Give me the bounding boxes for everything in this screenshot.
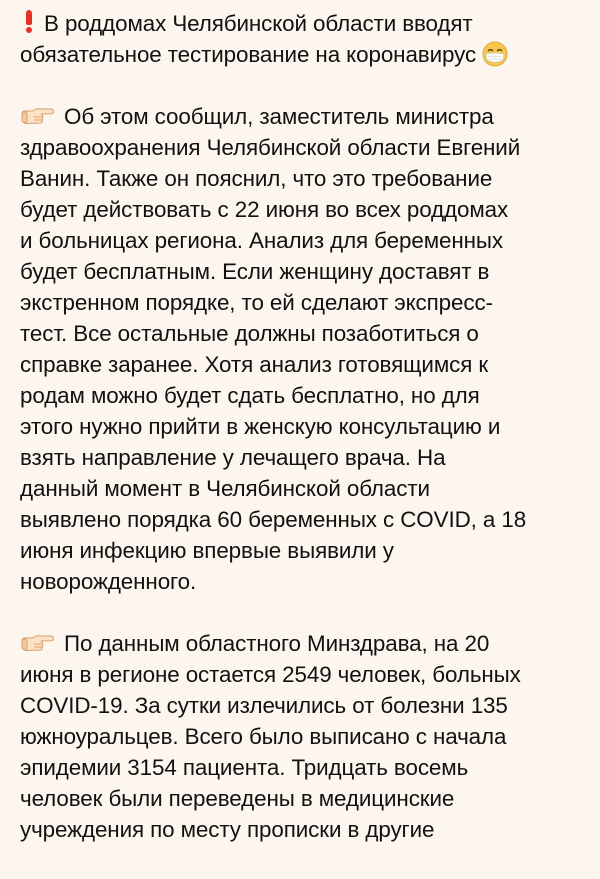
paragraph-1-line-13: данный момент в Челябинской области: [20, 476, 430, 501]
paragraph-1-line-12: взять направление у лечащего врача. На: [20, 445, 446, 470]
paragraph-1-text-1: Об этом сообщил, заместитель министра: [64, 104, 494, 129]
paragraph-1-line-4: будет действовать с 22 июня во всех роддомах: [20, 197, 509, 222]
paragraph-1: [20, 101, 582, 597]
paragraph-gap: [20, 70, 582, 101]
headline-text-1: В роддомах Челябинской области вводят: [44, 11, 473, 36]
paragraph-1-line-5: и больницах региона. Анализ для беременных: [20, 228, 503, 253]
paragraph-1-line-6: будет бесплатным. Если женщину доставят в: [20, 259, 490, 284]
paragraph-2-line-3: COVID-19. За сутки излечились от болезни 135: [20, 693, 508, 718]
paragraph-1-line-2: здравоохранения Челябинской области Евгений: [20, 135, 521, 160]
paragraph-2-line-4: южноуральцев. Всего было выписано с начала: [20, 724, 507, 749]
paragraph-2-line-6: человек были переведены в медицинские: [20, 786, 455, 811]
pointing-hand-icon: [20, 106, 54, 126]
headline-text-2: обязательное тестирование на коронавирус: [20, 42, 477, 67]
headline-line-1: [20, 8, 582, 39]
paragraph-2: [20, 628, 582, 845]
headline-line-2: [20, 39, 582, 70]
paragraph-1-line-8: тест. Все остальные должны позаботиться о: [20, 321, 479, 346]
paragraph-1-line-14: выявлено порядка 60 беременных с COVID, а 18: [20, 507, 527, 532]
paragraph-1-line-1: [20, 101, 582, 132]
paragraph-gap: [20, 597, 582, 628]
paragraph-1-line-7: экстренном порядке, то ей сделают экспресс-: [20, 290, 493, 315]
paragraph-1-line-16: новорожденного.: [20, 569, 197, 594]
paragraph-2-line-2: июня в регионе остается 2549 человек, больных: [20, 662, 521, 687]
paragraph-1-line-9: справке заранее. Хотя анализ готовящимся к: [20, 352, 489, 377]
paragraph-2-text-1: По данным областного Минздрава, на 20: [64, 631, 490, 656]
paragraph-1-line-11: этого нужно прийти в женскую консультацию и: [20, 414, 501, 439]
paragraph-1-line-10: родам можно будет сдать бесплатно, но для: [20, 383, 480, 408]
paragraph-2-line-1: [20, 628, 582, 659]
paragraph-2-line-5: эпидемии 3154 пациента. Тридцать восемь: [20, 755, 469, 780]
pointing-hand-icon: [20, 633, 54, 653]
headline: [20, 8, 582, 70]
paragraph-2-line-7: учреждения по месту прописки в другие: [20, 817, 435, 842]
paragraph-1-line-15: июня инфекцию впервые выявили у: [20, 538, 394, 563]
paragraph-1-line-3: Ванин. Также он пояснил, что это требование: [20, 166, 493, 191]
red-exclamation-icon: [24, 10, 34, 34]
face-with-medical-mask-icon: [482, 41, 508, 67]
